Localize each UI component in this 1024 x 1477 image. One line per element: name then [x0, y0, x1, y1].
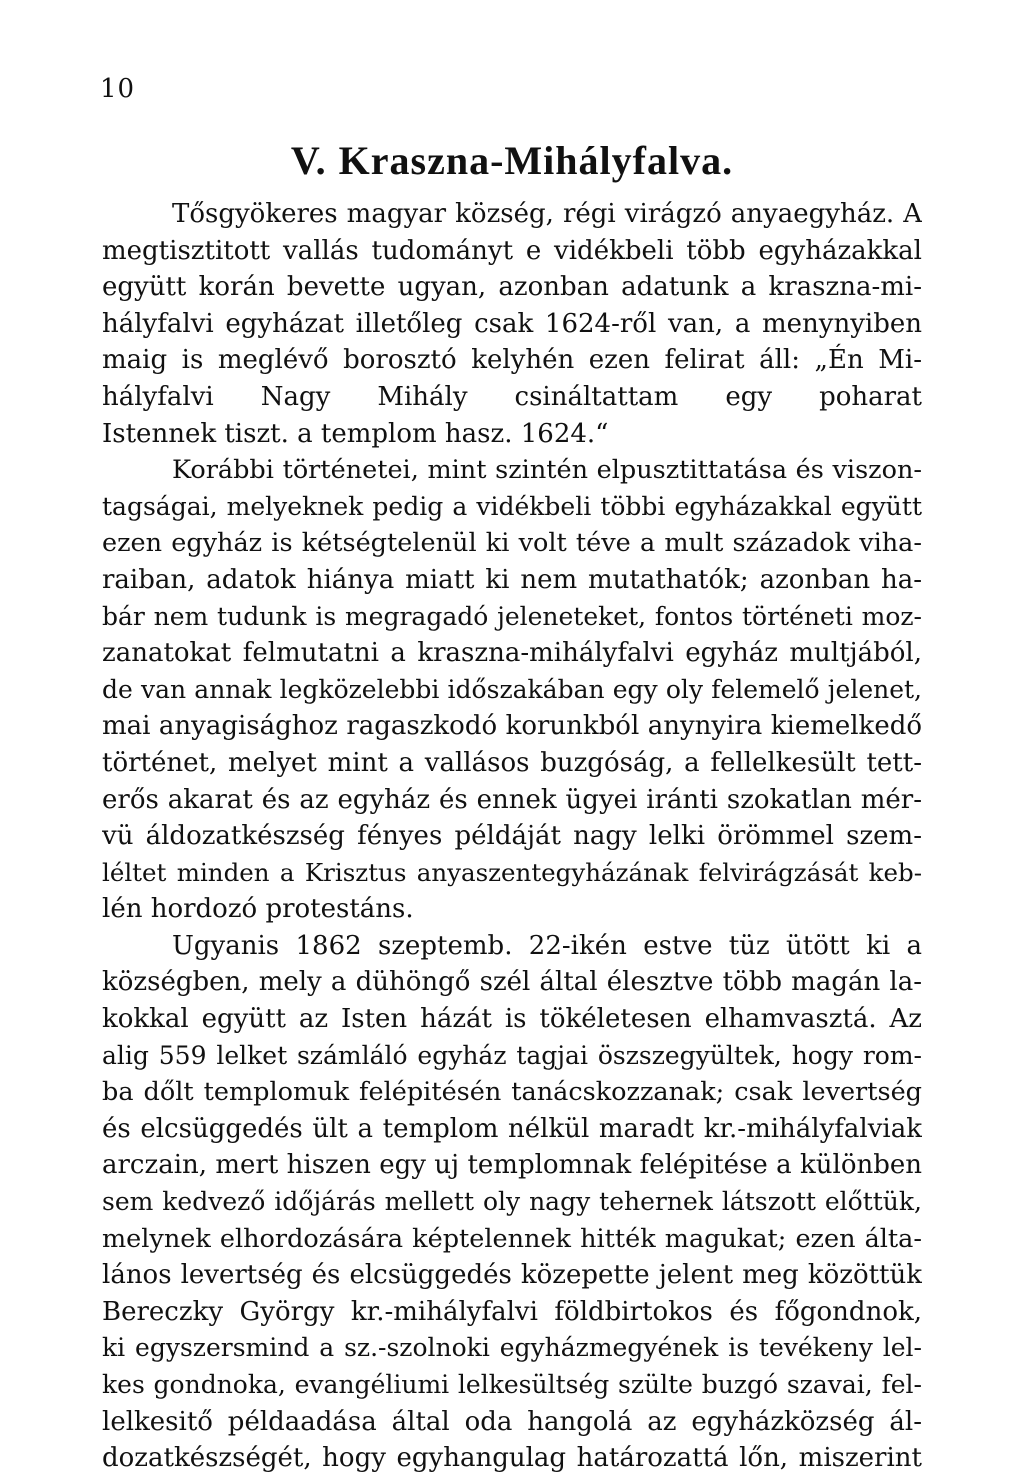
text-line: Istennek tiszt. a templom hasz. 1624.“ [102, 418, 609, 449]
text-line: együtt korán bevette ugyan, azonban adatunk a kraszna-mi- [102, 272, 922, 303]
text-line: ki egyszersmind a sz.-szolnoki egyházmegyének is tevékeny lel- [102, 1333, 922, 1363]
page-number: 10 [100, 74, 136, 104]
text-line: kes gondnoka, evangéliumi lelkesültség szülte buzgó szavai, fel- [102, 1370, 922, 1399]
text-line: ezen egyház is kétségtelenül ki volt téve a mult századok viha- [102, 528, 922, 559]
text-line: kokkal együtt az Isten házát is tökéletesen elhamvasztá. Az [102, 1004, 922, 1035]
text-line: hályfalvi Nagy Mihály csináltattam egy poharat [102, 381, 922, 412]
text-line: ba dőlt templomuk felépitésén tanácskozzanak; csak levertség [102, 1077, 922, 1108]
text-line: hályfalvi egyházat illetőleg csak 1624-ről van, a menynyiben [102, 308, 922, 339]
text-line: bár nem tudunk is megragadó jeleneteket, fontos történeti moz- [102, 601, 922, 631]
body-text [102, 196, 922, 1477]
text-line: raiban, adatok hiánya miatt ki nem mutathatók; azonban ha- [102, 564, 922, 595]
text-line: maig is meglévő borosztó kelyhén ezen felirat áll: „Én Mi- [102, 345, 922, 376]
text-line: melynek elhordozására képtelennek hitték magukat; ezen álta- [102, 1223, 922, 1254]
chapter-title: Kraszna-Mihályfalva. [338, 138, 734, 183]
chapter-number: V. [290, 138, 327, 183]
text-line: vü áldozatkészség fényes példáját nagy lelki örömmel szem- [102, 821, 922, 852]
text-line: mai anyagisághoz ragaszkodó korunkból anynyira kiemelkedő [102, 711, 922, 742]
text-line: de van annak legközelebbi időszakában egy oly felemelő jelenet, [102, 674, 922, 704]
text-line: léltet minden a Krisztus anyaszentegyházának felvirágzását keb- [102, 857, 922, 887]
text-line: megtisztitott vallás tudományt e vidékbeli több egyházakkal [102, 235, 922, 266]
text-line: Korábbi történetei, mint szintén elpusztittatása és viszon- [172, 455, 922, 486]
text-line: tagságai, melyeknek pedig a vidékbeli többi egyházakkal együtt [102, 491, 922, 521]
text-line: Tősgyökeres magyar község, régi virágzó anyaegyház. A [172, 199, 922, 229]
text-line: lános levertség és elcsüggedés közepette jelent meg közöttük [102, 1260, 922, 1291]
chapter-heading [0, 136, 1024, 186]
text-line: arczain, mert hiszen egy uj templomnak felépitése a különben [102, 1150, 922, 1181]
text-line: zanatokat felmutatni a kraszna-mihályfalvi egyház multjából, [102, 638, 922, 669]
text-line: erős akarat és az egyház és ennek ügyei iránti szokatlan mér- [102, 784, 922, 815]
text-line: és elcsüggedés ült a templom nélkül maradt kr.-mihályfalviak [102, 1113, 922, 1144]
text-line: lelkesitő példaadása által oda hangolá az egyházközség ál- [102, 1406, 922, 1437]
text-line: alig 559 lelket számláló egyház tagjai öszszegyültek, hogy rom- [102, 1040, 922, 1070]
text-line: sem kedvező időjárás mellett oly nagy tehernek látszott előttük, [102, 1187, 922, 1217]
text-line: történet, melyet mint a vallásos buzgóság, a fellelkesült tett- [102, 747, 922, 778]
text-line: Ugyanis 1862 szeptemb. 22-ikén estve tüz ütött ki a [172, 930, 922, 961]
text-line: Bereczky György kr.-mihályfalvi földbirtokos és főgondnok, [102, 1296, 922, 1327]
text-line: dozatkészségét, hogy egyhangulag határozattá lőn, miszerint [102, 1443, 922, 1474]
text-line: lén hordozó protestáns. [102, 894, 414, 925]
text-line: községben, mely a dühöngő szél által élesztve több magán la- [102, 967, 922, 998]
